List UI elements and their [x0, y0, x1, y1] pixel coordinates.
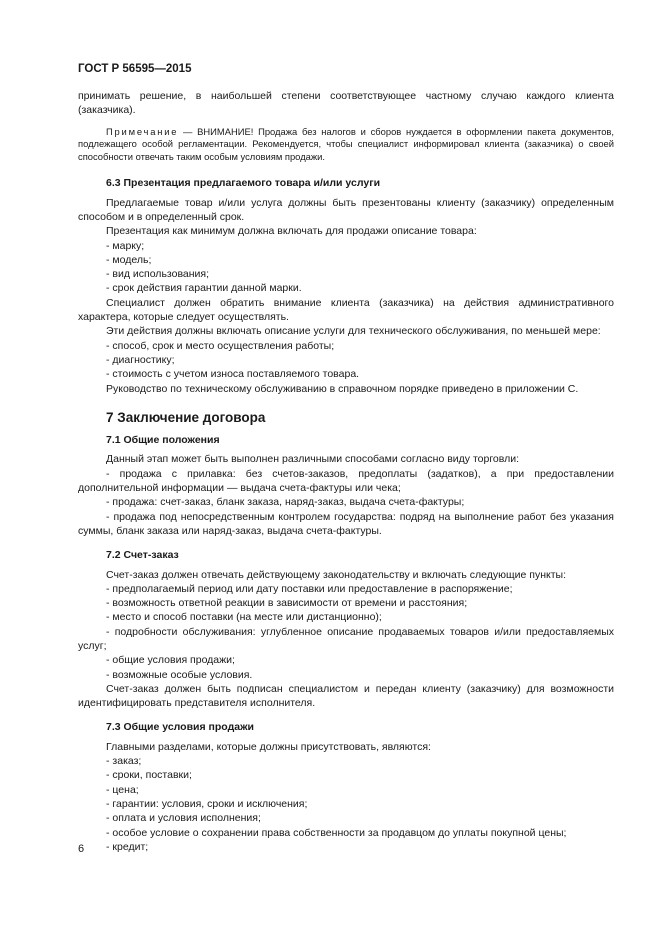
s72-paragraph-2: Счет-заказ должен быть подписан специалистом и передан клиенту (заказчику) для возможности идентифицировать представителя исполнителя.	[78, 682, 614, 710]
list-item: - способ, срок и место осуществления работы;	[106, 339, 335, 352]
list-item: - возможные особые условия.	[106, 668, 253, 681]
intro-paragraph: принимать решение, в наибольшей степени соответствующее частному случаю каждого клиента (заказчика).	[78, 90, 614, 117]
list-item: - оплата и условия исполнения;	[106, 812, 261, 825]
section-6-3-heading: 6.3 Презентация предлагаемого товара и/или услуги	[106, 177, 381, 190]
note-label: Примечание	[106, 125, 179, 137]
s63-paragraph-4: Эти действия должны включать описание услуги для технического обслуживания, по меньшей мере:	[106, 325, 601, 338]
list-item: - срок действия гарантии данной марки.	[106, 282, 302, 295]
document-header: ГОСТ Р 56595—2015	[78, 63, 192, 75]
section-7-3-heading: 7.3 Общие условия продажи	[106, 721, 254, 734]
list-item: - подробности обслуживания: углубленное описание продаваемых товаров и/или предоставляемых услуг;	[78, 625, 614, 652]
section-7-2-heading: 7.2 Счет-заказ	[106, 549, 179, 562]
s63-paragraph-5: Руководство по техническому обслуживанию в справочном порядке приведено в приложении С.	[106, 382, 579, 395]
list-item: - предполагаемый период или дату поставки или предоставление в распоряжение;	[106, 582, 513, 595]
note-text: — ВНИМАНИЕ! Продажа без налогов и сборов нуждается в оформлении пакета документов, подлежащего особой регламентации. Рекомендуется, чтобы специалист информировал клиента (заказчика) о своей способности отвечать таким особым условиям продажи.	[78, 125, 614, 162]
list-item: - марку;	[106, 239, 145, 252]
s71-paragraph-1: Данный этап может быть выполнен различными способами согласно виду торговли:	[106, 453, 520, 466]
list-item: - продажа: счет-заказ, бланк заказа, наряд-заказ, выдача счета-фактуры;	[106, 496, 465, 509]
list-item: - стоимость с учетом износа поставляемого товара.	[106, 368, 360, 381]
s73-paragraph-1: Главными разделами, которые должны присутствовать, являются:	[106, 740, 431, 753]
list-item: - заказ;	[106, 755, 142, 768]
page-number: 6	[78, 843, 85, 855]
list-item: - модель;	[106, 253, 152, 266]
list-item: - цена;	[106, 783, 139, 796]
section-7-heading: 7 Заключение договора	[106, 409, 266, 425]
list-item: - место и способ поставки (на месте или дистанционно);	[106, 611, 382, 624]
list-item: - гарантии: условия, сроки и исключения;	[106, 797, 308, 810]
section-7-1-heading: 7.1 Общие положения	[106, 434, 220, 447]
note-paragraph	[78, 126, 614, 164]
list-item: - диагностику;	[106, 353, 175, 366]
list-item: - вид использования;	[106, 268, 210, 281]
s63-paragraph-3: Специалист должен обратить внимание клиента (заказчика) на действия административного характера, которые следует осуществлять.	[78, 296, 614, 324]
list-item: - особое условие о сохранении права собственности за продавцом до уплаты покупной цены;	[106, 826, 567, 839]
list-item: - продажа под непосредственным контролем государства: подряд на выполнение работ без указания суммы, бланк заказа или наряд-заказ, выдача счета-фактуры.	[78, 510, 614, 537]
s72-paragraph-1: Счет-заказ должен отвечать действующему законодательству и включать следующие пункты:	[106, 568, 567, 581]
list-item: - продажа с прилавка: без счетов-заказов, предоплаты (задатков), а при предоставлении дополнительной информации — выдача счета-фактуры или чека;	[78, 467, 614, 495]
page-content	[78, 89, 614, 854]
s63-paragraph-1: Предлагаемые товар и/или услуга должны быть презентованы клиенту (заказчику) определенным способом и в определенный срок.	[78, 196, 614, 223]
list-item: - общие условия продажи;	[106, 654, 235, 667]
list-item: - кредит;	[106, 840, 149, 853]
list-item: - сроки, поставки;	[106, 769, 192, 782]
list-item: - возможность ответной реакции в зависимости от времени и расстояния;	[106, 597, 468, 610]
s63-paragraph-2: Презентация как минимум должна включать для продажи описание товара:	[106, 225, 477, 238]
